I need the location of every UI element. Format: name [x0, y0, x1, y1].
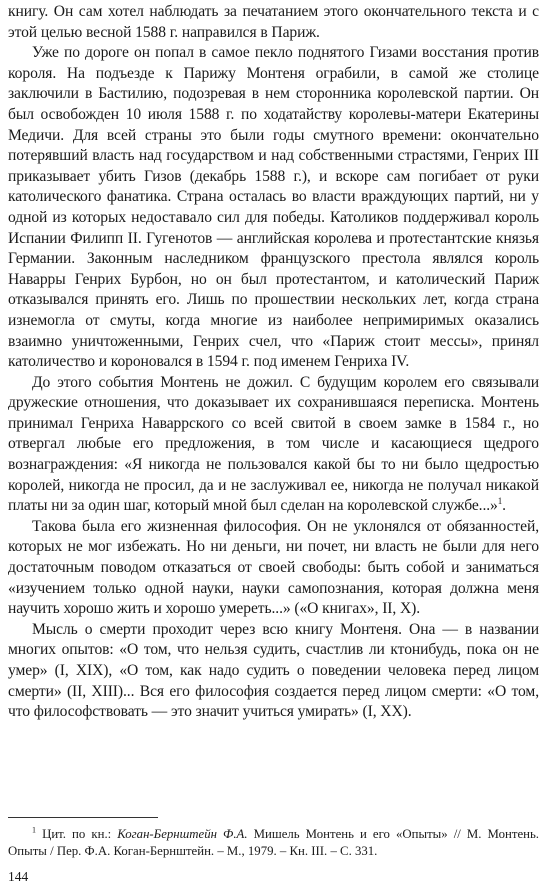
footnote — [8, 826, 539, 860]
footnote-marker: 1 — [32, 825, 36, 835]
paragraph-3: До этого события Монтень не дожил. С будущим королем его связывали дружеские отношения, что доказывает их сохранившаяся переписка. Монтень принимал Генриха Наваррского со всей свитой в своем замке в 1584 г., но отвергал любые его предложения, в том числе и касающиеся щедрого вознаграждения: «Я никогда не пользовался какой бы то ни было щедростью королей, никогда не просил, да и не заслуживал ее, никогда не получал никакой платы ни за один шаг, который мной был сделан на королевской службе...»$^1$. — [8, 373, 539, 515]
paragraph-1: книгу. Он сам хотел наблюдать за печатанием этого окончательного текста и с этой целью весной 1588 г. направился в Париж. — [8, 3, 539, 41]
footnote-reference: 1 — [497, 496, 503, 507]
main-text — [8, 2, 539, 723]
paragraph-3-text: До этого события Монтень не дожил. С будущим королем его связывали дружеские отношения, что доказывает их сохранившаяся переписка. Монтень принимал Генриха Наваррского со всей свитой в своем замке в 1584 г., но отвергал любые его предложения, в том числе и касающиеся щедрого вознаграждения: «Я никогда не пользовался какой бы то ни было щедростью королей, никогда не просил, да и не заслуживал ее, никогда не получал никакой платы ни за один шаг, который мной был сделан на королевской службе...» — [8, 373, 539, 515]
footnote-citation: Мишель Монтень и его «Опыты» // М. Монтень. Опыты / Пер. Ф.А. Коган-Бернштейн. – М., 1979. – Кн. III. – С. 331. — [8, 827, 540, 858]
footnote-text — [8, 826, 539, 860]
paragraph-4: Такова была его жизненная философия. Он не уклонялся от обязанностей, которых не мог избежать. Но ни деньги, ни почет, ни власть не были для него достаточным поводом отказаться от своей свободы: быть собой и заниматься «изучением только одной науки, науки самопознания, которая должна меня научить хорошо жить и хорошо умереть...» («О книгах», II, X). — [8, 517, 539, 618]
footnote-author: Коган-Бернштейн Ф.А. — [117, 827, 248, 841]
footnote-prefix: Цит. по кн.: — [42, 827, 118, 841]
footnote-divider — [8, 817, 158, 818]
page-number: 144 — [8, 869, 29, 884]
paragraph-2: Уже по дороге он попал в самое пекло поднятого Гизами восстания против короля. На подъезде к Парижу Монтеня ограбили, в самой же столице заключили в Бастилию, подозревая в нем сторонника королевской партии. Он был освобожден 10 июля 1588 г. по ходатайству королевы-матери Екатерины Медичи. Для всей страны это были годы смутного времени: окончательно потерявший власть над государством и над собственными страстями, Генрих III приказывает убить Гизов (декабрь 1588 г.), и вскоре сам погибает от руки католического фанатика. Страна осталась во власти враждующих партий, ни у одной из которых недоставало сил для победы. Католиков поддерживал король Испании Филипп II. Гугенотов — английская королева и протестантские князья Германии. Законным наследником французского престола являлся король Наварры Генрих Бурбон, но он был протестантом, и католический Париж отказывался принять его. Лишь по прошествии нескольких лет, когда страна изнемогла от смуты, когда многие из наиболее непримиримых оказались взаимно уничтоженными, Генрих счел, что «Париж стоит мессы», принял католичество и короновался в 1594 г. под именем Генриха IV. — [8, 44, 539, 371]
paragraph-5: Мысль о смерти проходит через всю книгу Монтеня. Она — в названии многих опытов: «О том, что нельзя судить, счастлив ли ктонибудь, пока он не умер» (I, XIX), «О том, как надо судить о поведении человека перед лицом смерти» (II, XIII)... Вся его философия создается перед лицом смерти: «О том, что философствовать — это значит учиться умирать» (I, XX). — [8, 620, 539, 721]
